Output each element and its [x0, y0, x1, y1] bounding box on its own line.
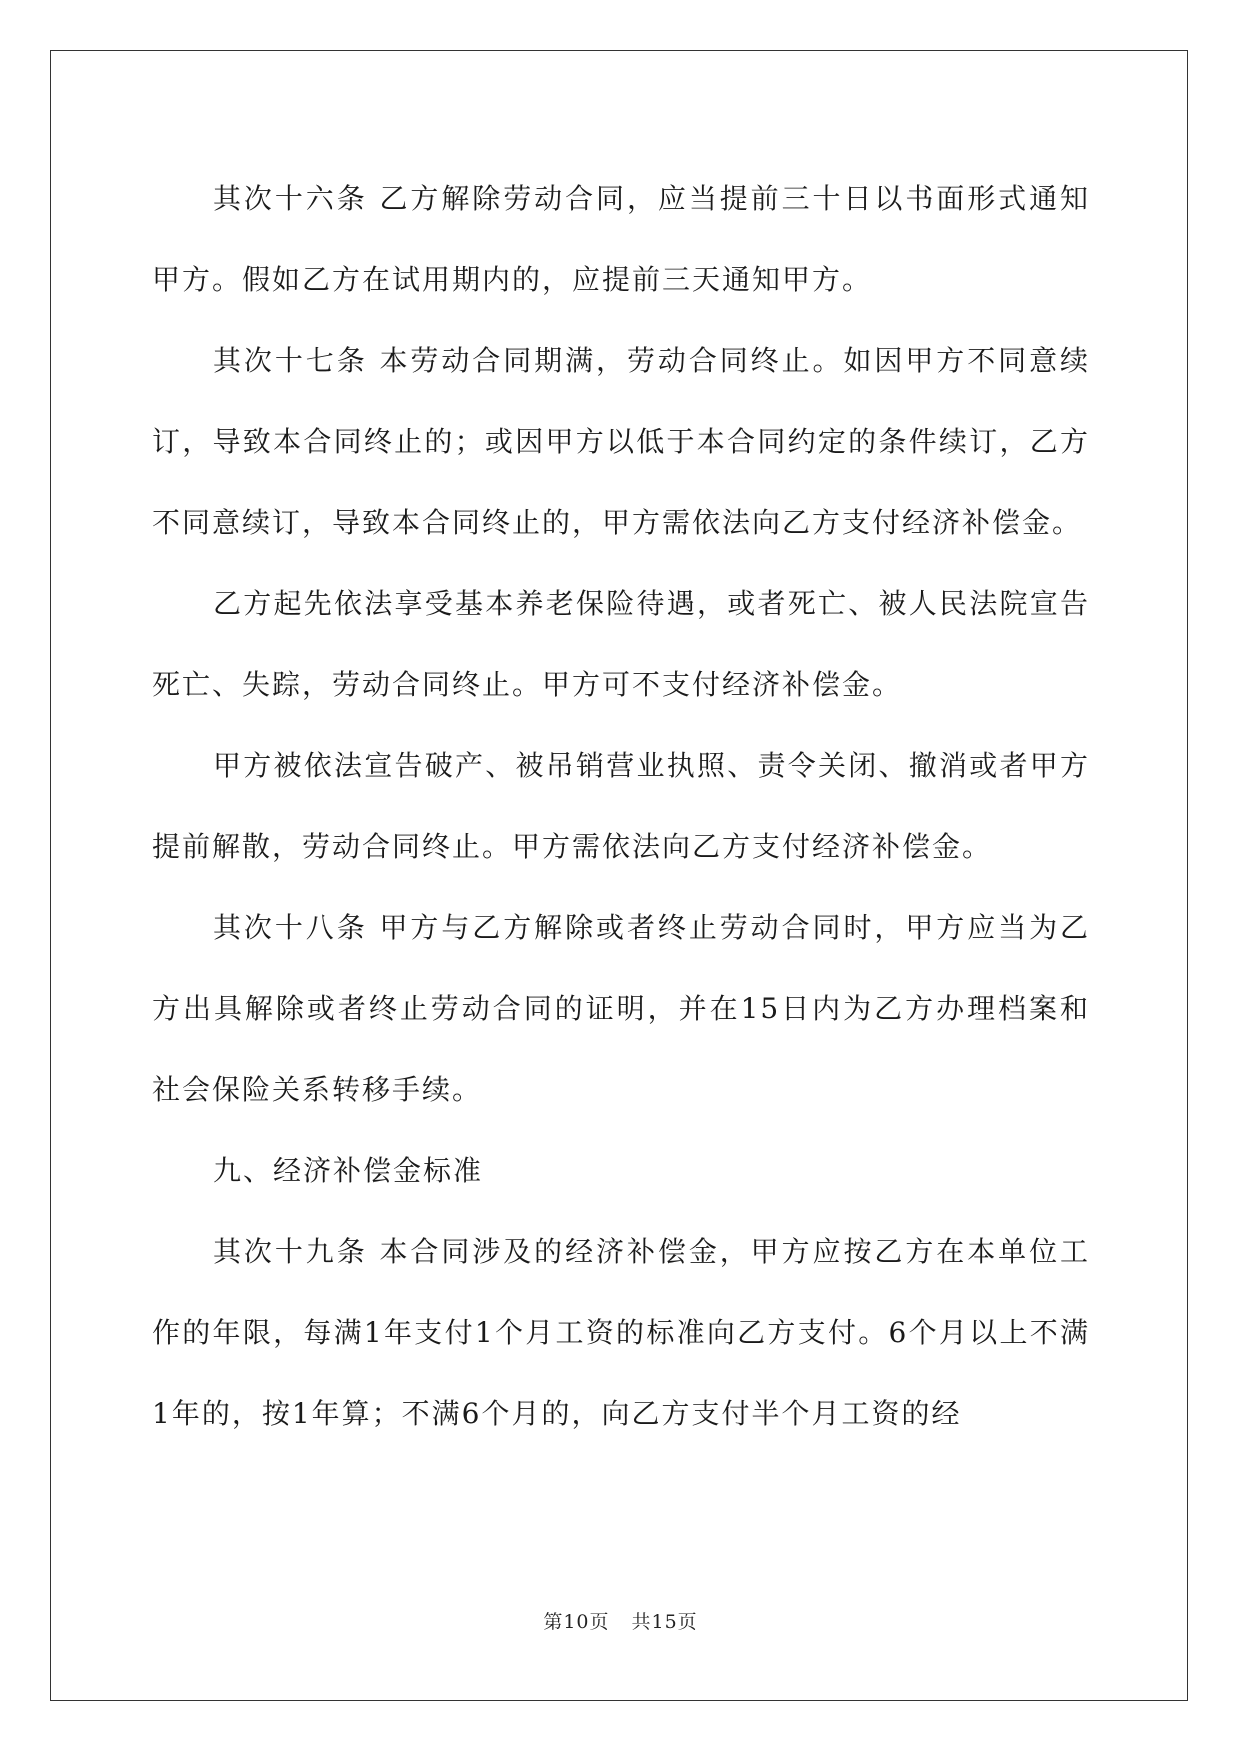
page-number: 第10页: [543, 1611, 610, 1633]
article-18-paragraph: 其次十八条 甲方与乙方解除或者终止劳动合同时，甲方应当为乙方出具解除或者终止劳动合同的证明，并在15日内为乙方办理档案和社会保险关系转移手续。: [152, 911, 1090, 1106]
article-19-paragraph: 其次十九条 本合同涉及的经济补偿金，甲方应按乙方在本单位工作的年限，每满1年支付1个月工资的标准向乙方支付。6个月以上不满1年的，按1年算；不满6个月的，向乙方支付半个月工资的经: [152, 1235, 1090, 1430]
page-total: 共15页: [631, 1611, 698, 1633]
document-body: [152, 158, 1090, 1454]
retirement-termination-paragraph: 乙方起先依法享受基本养老保险待遇，或者死亡、被人民法院宣告死亡、失踪，劳动合同终止。甲方可不支付经济补偿金。: [152, 587, 1090, 701]
article-16-paragraph: 其次十六条 乙方解除劳动合同，应当提前三十日以书面形式通知甲方。假如乙方在试用期内的，应提前三天通知甲方。: [152, 182, 1090, 296]
article-17-paragraph: 其次十七条 本劳动合同期满，劳动合同终止。如因甲方不同意续订，导致本合同终止的；或因甲方以低于本合同约定的条件续订，乙方不同意续订，导致本合同终止的，甲方需依法向乙方支付经济补偿金。: [152, 344, 1090, 539]
bankruptcy-termination-paragraph: 甲方被依法宣告破产、被吊销营业执照、责令关闭、撤消或者甲方提前解散，劳动合同终止。甲方需依法向乙方支付经济补偿金。: [152, 749, 1090, 863]
page-footer: [0, 1610, 1241, 1634]
section-9-heading: 九、经济补偿金标准: [213, 1154, 484, 1187]
